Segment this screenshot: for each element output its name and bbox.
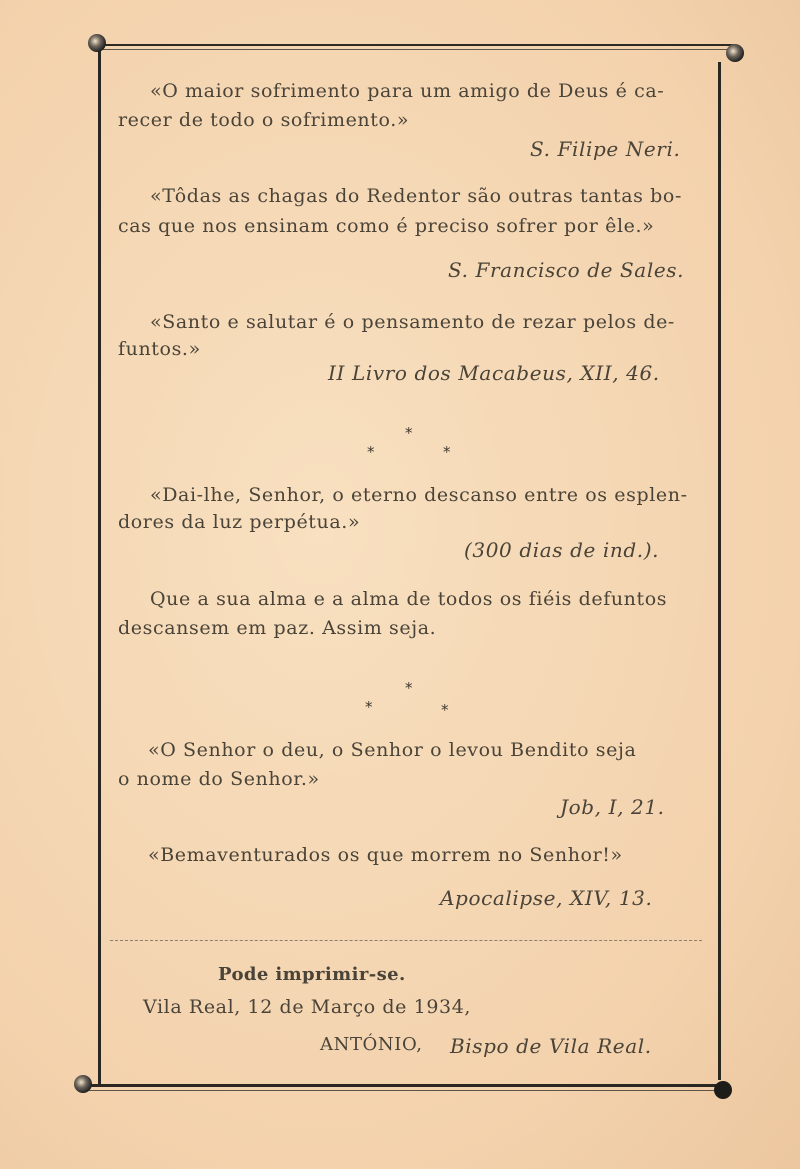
- quote-text: funtos.»: [118, 338, 201, 360]
- asterisk-icon: *: [367, 443, 375, 461]
- quote-text: «Tôdas as chagas do Redentor são outras tantas bo-: [150, 185, 682, 207]
- quote-text: «O Senhor o deu, o Senhor o levou Bendito seja: [148, 739, 637, 761]
- corner-ornament-icon: [74, 1075, 92, 1093]
- imprimatur-signatory: ANTÓNIO,: [320, 1034, 423, 1055]
- quote-source: S. Francisco de Sales.: [448, 258, 685, 282]
- asterisk-icon: *: [365, 698, 373, 716]
- quote-text: «Santo e salutar é o pensamento de rezar pelos de-: [150, 311, 675, 333]
- prayer-text: Que a sua alma e a alma de todos os fiéis defuntos: [150, 588, 668, 610]
- imprimatur-role: Bispo de Vila Real.: [450, 1034, 652, 1058]
- asterisk-icon: *: [443, 443, 451, 461]
- quote-text: recer de todo o sofrimento.»: [118, 109, 410, 131]
- quote-source: II Livro dos Macabeus, XII, 46.: [328, 361, 660, 385]
- frame-bottom-rule-inner: [86, 1090, 722, 1091]
- imprimatur-title: Pode imprimir-se.: [218, 964, 406, 985]
- frame-top-rule: [92, 44, 736, 46]
- asterisk-icon: *: [405, 424, 413, 442]
- frame-right-rule: [718, 62, 721, 1080]
- imprimatur-place-date: Vila Real, 12 de Março de 1934,: [143, 996, 472, 1018]
- quote-text: «O maior sofrimento para um amigo de Deus é ca-: [150, 80, 665, 102]
- quote-text: «Bemaventurados os que morrem no Senhor!»: [148, 844, 623, 866]
- frame-left-rule: [98, 46, 101, 1086]
- prayer-text: descansem em paz. Assim seja.: [118, 617, 437, 639]
- corner-ornament-icon: [88, 34, 106, 52]
- quote-source: Apocalipse, XIV, 13.: [440, 886, 653, 910]
- quote-source: Job, I, 21.: [560, 795, 665, 819]
- corner-ornament-icon: [726, 44, 744, 62]
- frame-bottom-rule: [80, 1084, 722, 1087]
- corner-ornament-icon: [714, 1081, 732, 1099]
- divider: [110, 940, 702, 941]
- quote-source: (300 dias de ind.).: [464, 538, 660, 562]
- asterisk-icon: *: [405, 679, 413, 697]
- quote-text: dores da luz perpétua.»: [118, 511, 361, 533]
- frame-top-rule-inner: [96, 49, 732, 50]
- quote-source: S. Filipe Neri.: [530, 137, 681, 161]
- asterisk-icon: *: [441, 701, 449, 719]
- quote-text: o nome do Senhor.»: [118, 768, 320, 790]
- quote-text: cas que nos ensinam como é preciso sofrer por êle.»: [118, 215, 655, 237]
- quote-text: «Dai-lhe, Senhor, o eterno descanso entre os esplen-: [150, 484, 688, 506]
